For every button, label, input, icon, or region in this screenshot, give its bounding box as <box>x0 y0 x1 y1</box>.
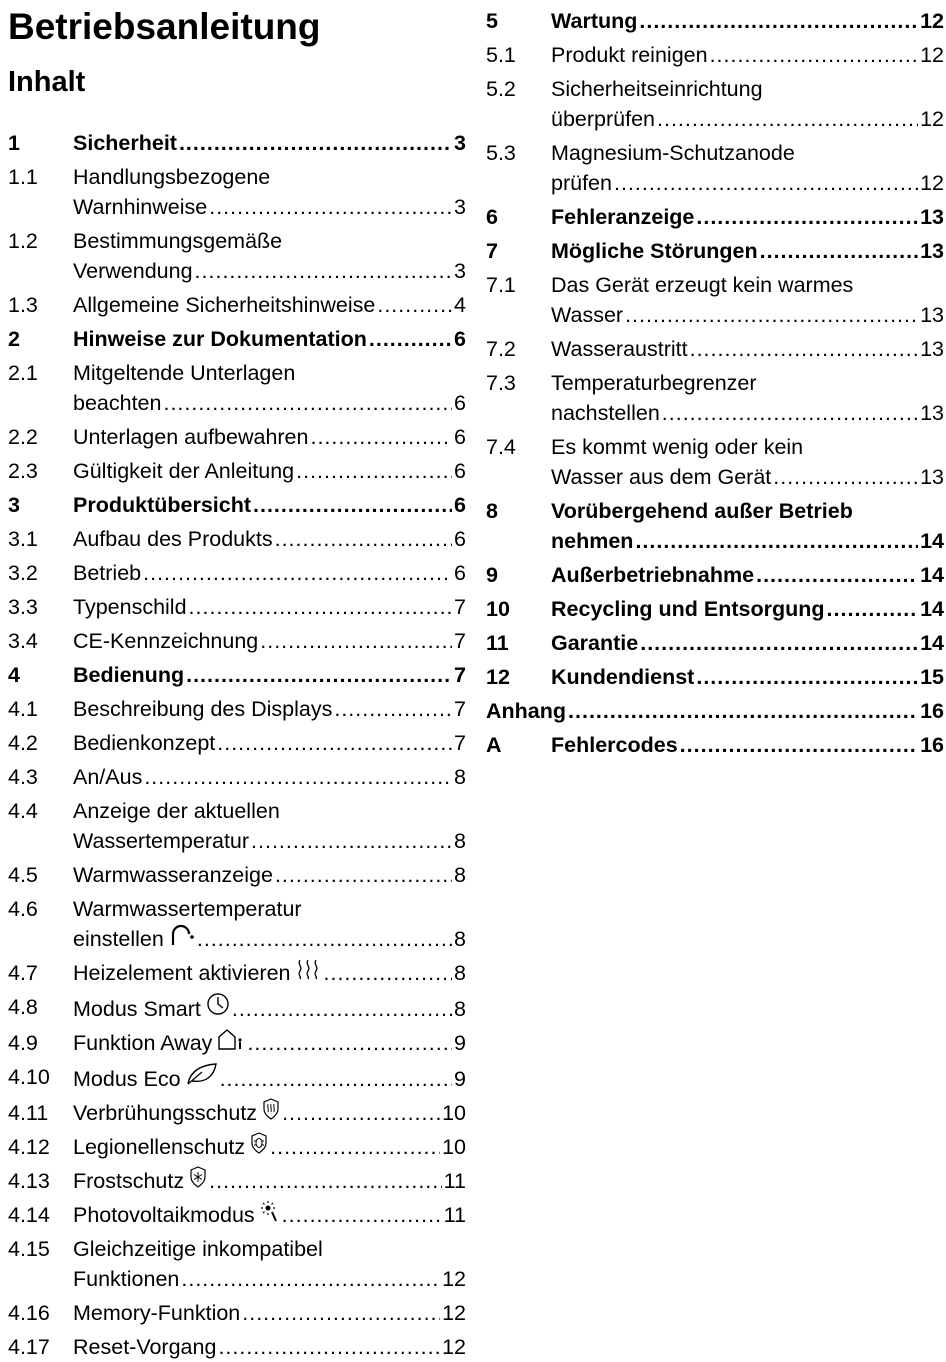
toc-entry-number: 1.2 <box>8 229 38 253</box>
toc-entry-number: 7.4 <box>486 435 516 459</box>
toc-entry-page: 12 <box>920 43 944 67</box>
toc-entry[interactable] <box>8 1166 466 1196</box>
toc-entry-page: 6 <box>454 561 466 585</box>
toc-entry-number: 4 <box>8 663 20 687</box>
toc-entry-title: Modus Smart <box>73 997 201 1021</box>
toc-entry-number: 1.1 <box>8 165 38 189</box>
toc-leader-dots <box>247 1028 452 1058</box>
toc-entry-number: 4.11 <box>8 1101 49 1125</box>
toc-entry-number: 5.2 <box>486 77 516 101</box>
toc-entry-title: Mitgeltende Unterlagen <box>73 361 296 385</box>
toc-entry[interactable] <box>8 992 466 1024</box>
toc-entry[interactable] <box>486 730 944 760</box>
toc-leader-dots <box>635 526 918 556</box>
photovoltaic-icon <box>260 1200 280 1230</box>
toc-entry[interactable] <box>486 6 944 36</box>
toc-entry[interactable] <box>486 594 944 624</box>
toc-entry[interactable] <box>486 270 944 330</box>
toc-leader-dots <box>275 524 452 554</box>
toc-entry-title: Verbrühungsschutz <box>73 1101 258 1125</box>
toc-leader-dots <box>369 324 452 354</box>
toc-entry-number: 2.2 <box>8 425 38 449</box>
toc-entry-title: Modus Eco <box>73 1067 181 1091</box>
toc-entry-number: 9 <box>486 563 498 587</box>
toc-entry[interactable] <box>8 1200 466 1230</box>
toc-entry-title: Anhang <box>486 699 567 723</box>
toc-entry-page: 13 <box>920 205 944 229</box>
toc-entry-title: Frostschutz <box>73 1169 185 1193</box>
toc-entry-title: Betrieb <box>73 561 142 585</box>
toc-entry-title: Außerbetriebnahme <box>551 563 755 587</box>
toc-entry-number: 4.6 <box>8 897 38 921</box>
toc-entry-number: 4.3 <box>8 765 38 789</box>
toc-entry-title: Magnesium-Schutzanode <box>551 141 795 165</box>
toc-leader-dots <box>163 388 452 418</box>
toc-entry-page: 13 <box>920 401 944 425</box>
toc-entry-number: 6 <box>486 205 498 229</box>
toc-leader-dots <box>189 592 452 622</box>
toc-entry[interactable] <box>8 762 466 792</box>
toc-entry[interactable] <box>486 202 944 232</box>
toc-entry-page: 13 <box>920 239 944 263</box>
toc-entry-title: einstellen <box>73 927 164 951</box>
toc-entry-number: 5.1 <box>486 43 516 67</box>
toc-entry[interactable] <box>486 496 944 556</box>
toc-entry[interactable] <box>8 162 466 222</box>
toc-entry-title: Legionellenschutz <box>73 1135 246 1159</box>
toc-entry-title: Wasseraustritt <box>551 337 688 361</box>
toc-entry-title: prüfen <box>551 171 612 195</box>
toc-entry[interactable] <box>8 358 466 418</box>
toc-entry[interactable] <box>8 1234 466 1294</box>
toc-entry-page: 16 <box>920 699 944 723</box>
toc-entry-title: Hinweise zur Dokumentation <box>73 327 367 351</box>
toc-entry-title: nachstellen <box>551 401 660 425</box>
toc-entry[interactable] <box>8 490 466 520</box>
toc-entry-title: Beschreibung des Displays <box>73 697 333 721</box>
toc-entry[interactable] <box>486 236 944 266</box>
toc-entry-page: 11 <box>443 1169 466 1193</box>
toc-entry-number: 3 <box>8 493 20 517</box>
toc-leader-dots <box>756 560 918 590</box>
toc-entry-title: Gleichzeitige inkompatibel <box>73 1237 323 1261</box>
toc-entry[interactable] <box>8 128 466 158</box>
toc-entry[interactable] <box>486 334 944 364</box>
toc-entry-title: Verwendung <box>73 259 193 283</box>
toc-leader-dots <box>625 300 918 330</box>
toc-entry[interactable] <box>8 592 466 622</box>
toc-entry-page: 10 <box>442 1101 466 1125</box>
toc-entry-number: 7.2 <box>486 337 516 361</box>
toc-entry[interactable] <box>8 860 466 890</box>
toc-entry-title: Gültigkeit der Anleitung <box>73 459 295 483</box>
toc-entry-title: nehmen <box>551 529 634 553</box>
toc-entry[interactable] <box>8 894 466 954</box>
toc-entry-title: Warmwasseranzeige <box>73 863 273 887</box>
toc-entry[interactable] <box>486 432 944 492</box>
toc-entry-page: 3 <box>454 131 466 155</box>
toc-entry-page: 6 <box>454 327 466 351</box>
toc-leader-dots <box>640 628 918 658</box>
frost-shield-icon <box>189 1166 207 1196</box>
toc-entry-number: 4.2 <box>8 731 38 755</box>
toc-entry-title: Wasser <box>551 303 624 327</box>
heating-element-icon <box>296 958 322 988</box>
toc-entry[interactable] <box>8 796 466 856</box>
toc-leader-dots <box>296 456 452 486</box>
toc-entry[interactable] <box>486 662 944 692</box>
toc-entry-title: CE-Kennzeichnung <box>73 629 259 653</box>
toc-entry[interactable] <box>8 626 466 656</box>
toc-entry-page: 6 <box>454 425 466 449</box>
toc-entry-number: 4.4 <box>8 799 38 823</box>
toc-entry[interactable] <box>8 694 466 724</box>
toc-entry-number: 4.7 <box>8 961 38 985</box>
toc-leader-dots <box>657 104 918 134</box>
page-title: Betriebsanleitung <box>8 6 321 47</box>
toc-leader-dots <box>232 994 452 1024</box>
toc-entry-title: Recycling und Entsorgung <box>551 597 825 621</box>
toc-entry-number: 3.1 <box>8 527 38 551</box>
toc-entry-title: Vorübergehend außer Betrieb <box>551 499 853 523</box>
toc-entry-title: Funktionen <box>73 1267 180 1291</box>
toc-entry[interactable] <box>8 1132 466 1162</box>
toc-entry-number: 8 <box>486 499 498 523</box>
toc-entry-title: Bestimmungsgemäße <box>73 229 283 253</box>
toc-entry-number: 1 <box>8 131 20 155</box>
toc-entry-page: 13 <box>920 303 944 327</box>
toc-entry-number: 4.9 <box>8 1031 38 1055</box>
toc-leader-dots <box>310 422 452 452</box>
toc-entry-number: 12 <box>486 665 510 689</box>
toc-entry-number: 4.13 <box>8 1169 50 1193</box>
toc-entry-title: Reset-Vorgang <box>73 1335 217 1359</box>
toc-leader-dots <box>696 662 918 692</box>
toc-entry-number: A <box>486 733 502 757</box>
toc-heading: Inhalt <box>8 66 86 98</box>
toc-entry-number: 5 <box>486 9 498 33</box>
toc-entry[interactable] <box>486 628 944 658</box>
legionella-shield-icon <box>250 1132 268 1162</box>
toc-entry-title: Sicherheit <box>73 131 177 155</box>
toc-entry-title: Es kommt wenig oder kein <box>551 435 804 459</box>
toc-leader-dots <box>710 40 919 70</box>
toc-entry-page: 7 <box>454 663 466 687</box>
toc-entry-number: 7 <box>486 239 498 263</box>
toc-entry-number: 4.16 <box>8 1301 50 1325</box>
toc-entry-page: 8 <box>454 863 466 887</box>
toc-entry-number: 4.5 <box>8 863 38 887</box>
toc-entry-title: Kundendienst <box>551 665 695 689</box>
toc-entry-title: Sicherheitseinrichtung <box>551 77 763 101</box>
toc-entry[interactable] <box>8 660 466 690</box>
toc-entry-page: 8 <box>454 829 466 853</box>
toc-leader-dots <box>218 1332 440 1362</box>
toc-entry-title: Temperaturbegrenzer <box>551 371 757 395</box>
toc-entry[interactable] <box>8 1298 466 1328</box>
toc-leader-dots <box>260 626 452 656</box>
toc-entry[interactable] <box>8 422 466 452</box>
toc-entry[interactable] <box>8 1098 466 1128</box>
house-person-icon <box>217 1028 245 1058</box>
toc-entry-title: Anzeige der aktuellen <box>73 799 280 823</box>
toc-entry-page: 15 <box>920 665 944 689</box>
toc-column-left <box>8 128 466 1362</box>
toc-entry[interactable] <box>8 1028 466 1058</box>
toc-leader-dots <box>179 128 452 158</box>
toc-entry-title: überprüfen <box>551 107 655 131</box>
toc-leader-dots <box>377 290 452 320</box>
toc-leader-dots <box>197 924 452 954</box>
toc-entry-number: 1.3 <box>8 293 38 317</box>
toc-entry-title: Produkt reinigen <box>551 43 708 67</box>
toc-entry-title: Warmwassertemperatur <box>73 897 302 921</box>
toc-entry-number: 3.4 <box>8 629 38 653</box>
toc-entry[interactable] <box>486 368 944 428</box>
toc-entry-title: Das Gerät erzeugt kein warmes <box>551 273 854 297</box>
toc-entry-page: 12 <box>920 9 944 33</box>
toc-leader-dots <box>696 202 918 232</box>
toc-entry[interactable] <box>486 40 944 70</box>
toc-entry-number: 11 <box>486 631 509 655</box>
toc-entry-title: Fehlercodes <box>551 733 678 757</box>
toc-entry[interactable] <box>486 74 944 134</box>
toc-leader-dots <box>324 958 453 988</box>
clock-icon <box>206 992 230 1024</box>
toc-entry-page: 14 <box>920 631 944 655</box>
toc-leader-dots <box>773 462 918 492</box>
toc-entry[interactable] <box>8 728 466 758</box>
toc-entry-page: 9 <box>454 1067 466 1091</box>
toc-entry-page: 7 <box>454 595 466 619</box>
toc-entry[interactable] <box>8 290 466 320</box>
toc-leader-dots <box>186 660 452 690</box>
toc-entry-number: 3.3 <box>8 595 38 619</box>
toc-entry[interactable] <box>8 958 466 988</box>
toc-leader-dots <box>662 398 918 428</box>
toc-entry[interactable] <box>8 324 466 354</box>
toc-entry[interactable] <box>8 558 466 588</box>
toc-entry-title: An/Aus <box>73 765 143 789</box>
toc-entry-number: 4.1 <box>8 697 38 721</box>
toc-entry-title: Aufbau des Produkts <box>73 527 273 551</box>
toc-entry-title: Mögliche Störungen <box>551 239 758 263</box>
toc-leader-dots <box>690 334 918 364</box>
toc-entry-number: 2 <box>8 327 20 351</box>
toc-entry-page: 13 <box>920 337 944 361</box>
toc-entry-number: 5.3 <box>486 141 516 165</box>
toc-entry-page: 8 <box>454 997 466 1021</box>
toc-entry-page: 10 <box>442 1135 466 1159</box>
leaf-icon <box>186 1062 218 1094</box>
toc-entry-page: 3 <box>454 259 466 283</box>
toc-entry-title: beachten <box>73 391 162 415</box>
toc-entry-title: Photovoltaikmodus <box>73 1203 255 1227</box>
toc-entry-title: Wartung <box>551 9 638 33</box>
toc-leader-dots <box>639 6 918 36</box>
toc-entry-title: Memory-Funktion <box>73 1301 241 1325</box>
toc-entry-number: 4.10 <box>8 1065 50 1089</box>
toc-entry-number: 4.15 <box>8 1237 50 1261</box>
toc-entry-title: Heizelement aktivieren <box>73 961 291 985</box>
toc-leader-dots <box>282 1200 442 1230</box>
toc-entry-page: 12 <box>442 1335 466 1359</box>
toc-leader-dots <box>209 1166 442 1196</box>
toc-entry[interactable] <box>486 696 944 726</box>
toc-leader-dots <box>195 256 452 286</box>
toc-entry[interactable] <box>8 524 466 554</box>
toc-entry-page: 4 <box>454 293 466 317</box>
toc-entry-page: 11 <box>443 1203 466 1227</box>
toc-entry-title: Warnhinweise <box>73 195 208 219</box>
toc-entry[interactable] <box>8 456 466 486</box>
toc-leader-dots <box>220 1064 452 1094</box>
toc-entry-page: 12 <box>920 107 944 131</box>
toc-entry[interactable] <box>8 1062 466 1094</box>
toc-entry-page: 6 <box>454 527 466 551</box>
toc-entry[interactable] <box>8 1332 466 1362</box>
toc-entry-title: Bedienkonzept <box>73 731 216 755</box>
toc-entry-page: 8 <box>454 961 466 985</box>
toc-leader-dots <box>253 490 452 520</box>
toc-entry[interactable] <box>486 138 944 198</box>
toc-entry-number: 7.1 <box>486 273 516 297</box>
toc-leader-dots <box>217 728 452 758</box>
toc-entry-page: 12 <box>442 1267 466 1291</box>
toc-leader-dots <box>209 192 452 222</box>
toc-leader-dots <box>827 594 919 624</box>
toc-entry-page: 13 <box>920 465 944 489</box>
scald-shield-icon <box>262 1098 280 1128</box>
faucet-icon <box>169 924 195 954</box>
toc-entry-title: Handlungsbezogene <box>73 165 271 189</box>
toc-entry-page: 12 <box>442 1301 466 1325</box>
toc-entry-number: 4.14 <box>8 1203 50 1227</box>
toc-leader-dots <box>614 168 918 198</box>
toc-entry-page: 16 <box>920 733 944 757</box>
toc-entry-page: 8 <box>454 765 466 789</box>
toc-entry-page: 7 <box>454 629 466 653</box>
toc-entry-number: 4.8 <box>8 995 38 1019</box>
toc-entry-number: 4.12 <box>8 1135 50 1159</box>
toc-entry-title: Typenschild <box>73 595 187 619</box>
toc-entry-title: Bedienung <box>73 663 185 687</box>
toc-entry-title: Funktion Away <box>73 1031 213 1055</box>
toc-entry-title: Wassertemperatur <box>73 829 250 853</box>
toc-entry-page: 3 <box>454 195 466 219</box>
toc-entry-page: 9 <box>454 1031 466 1055</box>
toc-entry[interactable] <box>8 226 466 286</box>
toc-entry-number: 2.3 <box>8 459 38 483</box>
toc-leader-dots <box>143 558 452 588</box>
toc-entry-number: 3.2 <box>8 561 38 585</box>
toc-entry[interactable] <box>486 560 944 590</box>
toc-column-right <box>486 6 944 760</box>
toc-entry-number: 4.17 <box>8 1335 50 1359</box>
toc-entry-title: Wasser aus dem Gerät <box>551 465 772 489</box>
toc-entry-page: 8 <box>454 927 466 951</box>
toc-leader-dots <box>270 1132 440 1162</box>
toc-entry-title: Unterlagen aufbewahren <box>73 425 309 449</box>
toc-entry-number: 2.1 <box>8 361 38 385</box>
toc-leader-dots <box>282 1098 440 1128</box>
toc-entry-title: Allgemeine Sicherheitshinweise <box>73 293 376 317</box>
toc-entry-page: 6 <box>454 459 466 483</box>
toc-leader-dots <box>334 694 452 724</box>
toc-entry-number: 7.3 <box>486 371 516 395</box>
toc-entry-title: Produktübersicht <box>73 493 251 517</box>
toc-leader-dots <box>181 1264 440 1294</box>
toc-entry-page: 14 <box>920 529 944 553</box>
toc-leader-dots <box>760 236 918 266</box>
toc-entry-page: 12 <box>920 171 944 195</box>
toc-entry-page: 7 <box>454 697 466 721</box>
toc-leader-dots <box>275 860 452 890</box>
toc-entry-page: 14 <box>920 563 944 587</box>
toc-entry-title: Fehleranzeige <box>551 205 695 229</box>
toc-entry-number: 10 <box>486 597 510 621</box>
toc-leader-dots <box>680 730 918 760</box>
toc-leader-dots <box>251 826 452 856</box>
toc-entry-page: 14 <box>920 597 944 621</box>
toc-leader-dots <box>144 762 452 792</box>
toc-entry-page: 6 <box>454 493 466 517</box>
toc-entry-page: 7 <box>454 731 466 755</box>
toc-leader-dots <box>242 1298 440 1328</box>
toc-leader-dots <box>568 696 918 726</box>
toc-entry-page: 6 <box>454 391 466 415</box>
toc-entry-title: Garantie <box>551 631 639 655</box>
